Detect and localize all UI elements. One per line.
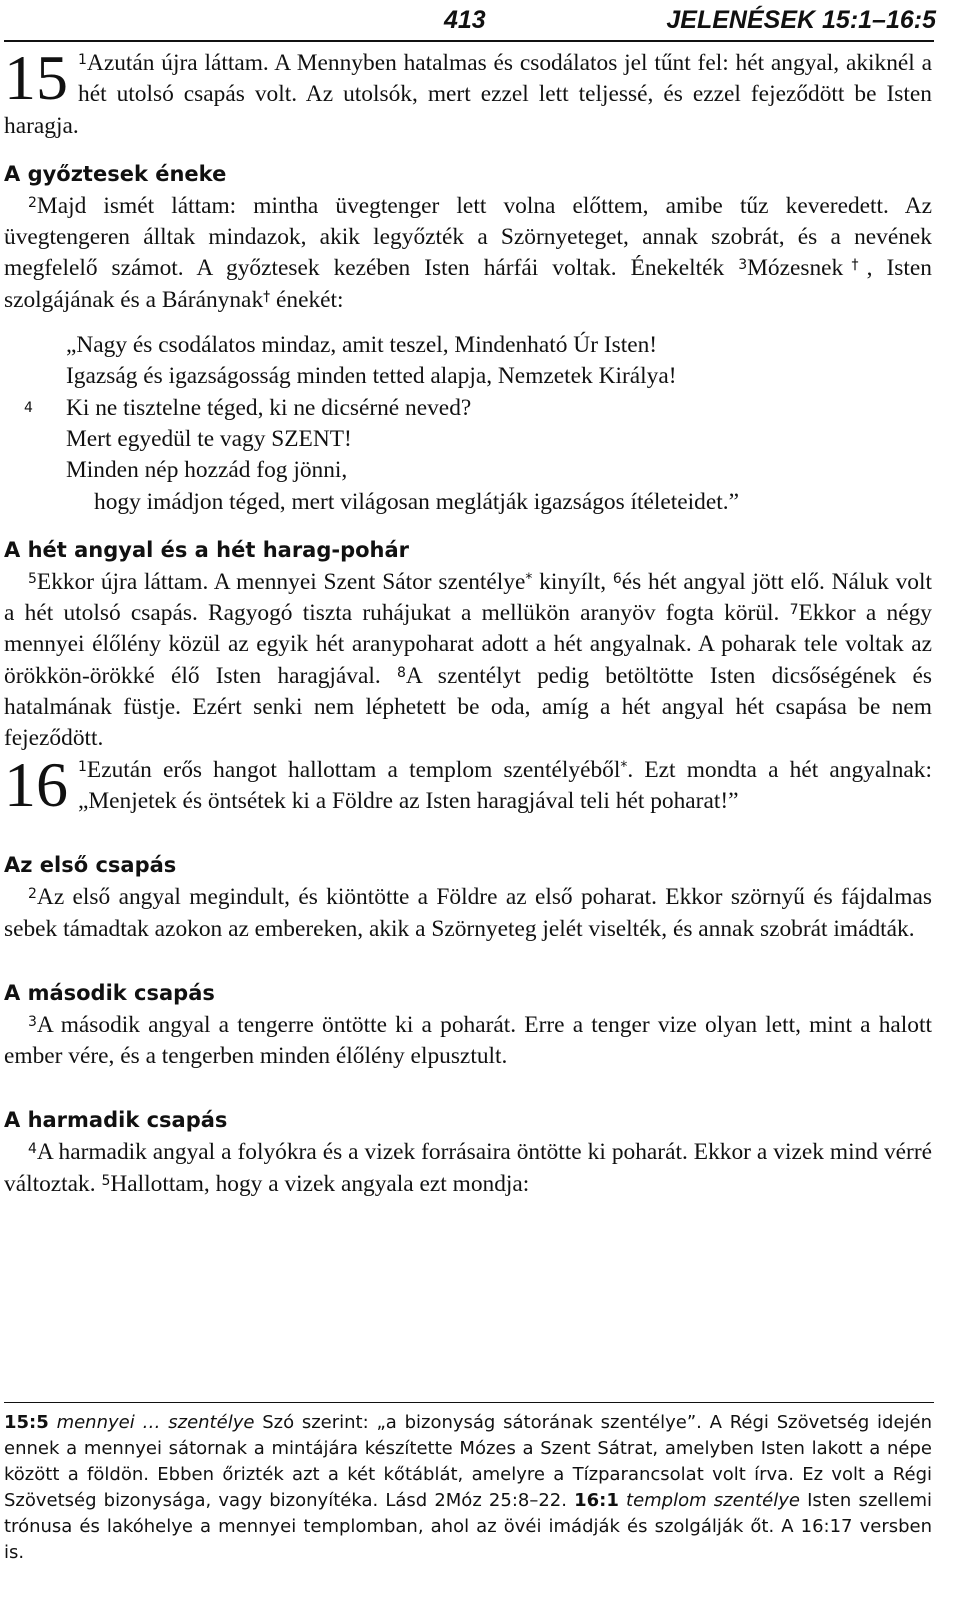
footnote-star: * [620, 758, 628, 775]
verse-number: 1 [78, 52, 87, 68]
footnote-term: mennyei … szentélye [56, 1412, 255, 1433]
small-caps-word: SZENT [271, 425, 345, 452]
verse-number: 3 [28, 1013, 37, 1030]
footnote-text: Szó szerint: „a bizonyság sátorának szentélye”. A Régi Szövetség idején ennek a mennyei sátornak a mintájára készítette Mózes a Szent Sátrat, amelyben Isten lakott a népe között a földön. Ebben őrizték azt a két kőtáblát, amelyre a Tízparancsolat volt írva. Ez volt a Régi Szövetség bizonysága, vagy bizonyítéka. Lásd 2Móz 25:8–22. [4, 1412, 932, 1511]
running-title: JELENÉSEK 15:1–16:5 [666, 6, 936, 34]
verse-text: A szentélyt pedig betöltötte Isten dicsőségének és hatalmának füstje. Ezért senki nem léphetett be oda, amíg a hét angyal hét csapása be nem fejeződött. [4, 662, 933, 752]
poem-text: Mert egyedül te vagy [66, 425, 272, 452]
chapter-16-opening [4, 748, 932, 820]
poem-line: Minden nép hozzád fog jönni, [66, 457, 348, 484]
page-header [0, 4, 936, 38]
verse-number: 2 [28, 886, 37, 903]
page-number: 413 [444, 6, 486, 34]
footnote-ref: 15:5 [4, 1412, 49, 1433]
verse-number: 7 [789, 602, 799, 619]
verse-text: . Ezt mondta a hét angyalnak: „Menjetek és öntsétek ki a Földre az Isten haragjával teli hét poharat!” [78, 756, 932, 814]
verse-text: Ekkor a négy mennyei élőlény közül az egyik hét aranypoharat adott a hét angyalnak. A poharak tele voltak az örökkön-örökké élő Isten haragjával. [4, 600, 932, 689]
verse-number: 4 [28, 1141, 37, 1158]
poem-text: ! [344, 425, 352, 452]
verse-number: 3 [738, 257, 748, 274]
verse-text: Mózesnek [747, 255, 844, 282]
paragraph [4, 191, 932, 316]
poem-line: Igazság és igazságosság minden tetted alapja, Nemzetek Királya! [66, 363, 677, 390]
verse-text: Hallottam, hogy a vizek angyala ezt mondja: [110, 1170, 530, 1197]
paragraph [4, 567, 932, 755]
verse-text: kinyílt, [532, 568, 613, 595]
chapter-number-16: 16 [4, 748, 68, 820]
verse-number: 6 [612, 570, 622, 587]
section-heading: Az első csapás [4, 853, 177, 878]
verse-text: Azután újra láttam. A Mennyben hatalmas és csodálatos jel tűnt fel: hét angyal, akiknél a hét utolsó csapás volt. Az utolsók, mert ezzel lett teljessé, és ezzel fejeződött be Isten haragja. [4, 50, 932, 139]
footnote-rule [4, 1402, 934, 1403]
verse-text: A második angyal a tengerre öntötte ki a poharát. Erre a tenger vize olyan lett, mint a halott ember vére, és a tengerben minden élőlény elpusztult. [4, 1011, 932, 1070]
chapter-number-15: 15 [4, 42, 68, 113]
section-heading: A győztesek éneke [4, 161, 227, 186]
footnote-ref: 16:1 [574, 1490, 619, 1511]
verse-number: 4 [24, 399, 33, 416]
poem-line: „Nagy és csodálatos mindaz, amit teszel, Mindenható Úr Isten! [66, 332, 658, 359]
verse-number: 5 [28, 570, 37, 587]
verse-text: Az első angyal megindult, és kiöntötte a Földre az első poharat. Ekkor szörnyű és fájdalmas sebek támadtak azokon az embereken, akik a Szörnyeteg jelét viselték, és annak szobrát imádták. [4, 884, 932, 942]
footnote-term: templom szentélye [626, 1490, 800, 1511]
footnotes [4, 1410, 932, 1566]
verse-number: 5 [101, 1172, 111, 1189]
header-rule [4, 40, 934, 42]
verse-number: 2 [28, 194, 37, 211]
poem-text: Ki ne tisztelne téged, ki ne dicsérné neved? [66, 394, 472, 421]
verse-text: Majd ismét láttam: mintha üvegtenger lett volna előttem, amibe tűz keveredett. Az üvegtengeren álltak mindazok, akik legyőzték a Szörnyeteget, annak szobrát, és a nevének megfelelő számot. A győztesek kezében Isten hárfái voltak. Énekelték [4, 192, 932, 282]
verse-number: 1 [78, 758, 87, 775]
section-heading: A második csapás [4, 980, 215, 1005]
verse-text: Ekkor újra láttam. A mennyei Szent Sátor szentélye [36, 568, 526, 595]
footnote-dagger: † [843, 257, 867, 274]
verse-number: 8 [396, 664, 406, 681]
verse-text: és hét angyal jött elő. Náluk volt a hét utolsó csapás. Ragyogó tiszta ruhájukat a mellükön aranyöv fogta körül. [4, 568, 932, 627]
chapter-15-opening [4, 42, 932, 142]
poem-line: hogy imádjon téged, mert világosan meglátják igazságos ítéleteidet.” [94, 488, 739, 515]
verse-text: A harmadik angyal a folyókra és a vizek forrásaira öntötte ki poharát. Ekkor a vizek mind vérré változtak. [4, 1139, 932, 1197]
paragraph [4, 882, 932, 945]
section-heading: A harmadik csapás [4, 1108, 228, 1133]
verse-text: , Isten szolgájának és a Báránynak [4, 255, 932, 313]
footnote-text: Isten szellemi trónusa és lakóhelye a mennyei templomban, ahol az övéi imádják és szolgálják őt. A 16:17 versben is. [4, 1490, 932, 1563]
paragraph [4, 1010, 932, 1073]
footnote-star: * [525, 570, 533, 587]
poem-line [4, 424, 932, 455]
song-of-victors [4, 330, 932, 518]
verse-text: Ezután erős hangot hallottam a templom szentélyéből [86, 756, 621, 783]
footnote-dagger: † [263, 288, 271, 305]
verse-text: énekét: [270, 286, 344, 313]
scripture-text [4, 42, 933, 1200]
section-heading: A hét angyal és a hét harag-pohár [4, 537, 410, 562]
paragraph [4, 1137, 932, 1200]
poem-line [4, 393, 932, 424]
